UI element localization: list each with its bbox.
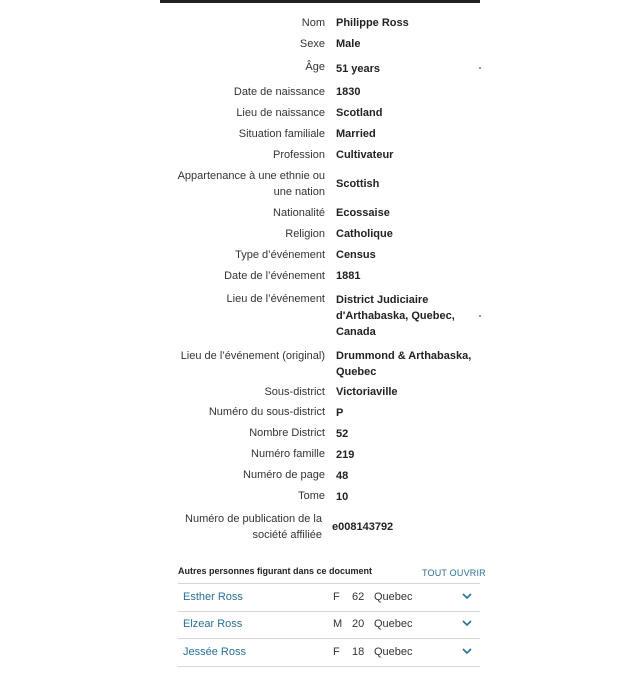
field-value: Ecossaise	[336, 207, 390, 219]
person-sex: M	[333, 618, 343, 630]
field-label: Date de naissance	[233, 86, 325, 98]
field-value: 219	[336, 449, 355, 461]
field-label: Nom	[301, 17, 325, 29]
field-value: 51 years	[336, 63, 381, 75]
field-value: Scottish	[336, 178, 380, 190]
field-value: Philippe Ross	[336, 17, 409, 29]
open-all-link[interactable]: TOUT OUVRIR	[422, 568, 486, 578]
field-label: Profession	[273, 149, 325, 161]
person-name-link[interactable]: Jessée Ross	[183, 646, 246, 658]
field-value: Scotland	[336, 107, 383, 119]
field-label: Tome	[298, 490, 325, 502]
field-value: 10	[336, 491, 349, 503]
person-place: Quebec	[374, 618, 413, 630]
field-label: Lieu de l’événement (original)	[180, 350, 325, 362]
person-age: 18	[352, 646, 365, 658]
field-value: P	[336, 407, 344, 419]
field-value: 1830	[336, 86, 361, 98]
field-value: Male	[336, 38, 361, 50]
field-label: Numéro de page	[243, 469, 325, 481]
field-value: e008143792	[332, 521, 394, 533]
field-value: 52	[336, 428, 349, 440]
field-label: Date de l’événement	[224, 270, 325, 282]
field-label: Numéro de publication de la société affiliée	[185, 513, 322, 541]
person-sex: F	[333, 646, 340, 658]
marker-dot	[479, 315, 481, 317]
field-value: Victoriaville	[336, 386, 398, 398]
field-label: Appartenance à une ethnie ou une nation	[177, 170, 325, 198]
others-section-title: Autres personnes figurant dans ce document	[178, 566, 373, 576]
field-label: Âge	[305, 61, 325, 73]
top-border	[160, 0, 480, 3]
person-row[interactable]	[178, 639, 480, 667]
field-label: Type d’événement	[235, 249, 325, 261]
field-label: Situation familiale	[238, 128, 325, 140]
field-value: 1881	[336, 270, 361, 282]
field-label: Numéro du sous-district	[208, 406, 325, 418]
chevron-down-icon[interactable]	[461, 617, 473, 629]
field-label: Sexe	[299, 38, 325, 50]
person-sex: F	[333, 591, 340, 603]
field-label: Nationalité	[273, 207, 325, 219]
person-place: Quebec	[374, 646, 413, 658]
person-name-link[interactable]: Esther Ross	[183, 591, 243, 603]
person-age: 62	[352, 591, 365, 603]
field-label: Lieu de l’événement	[226, 293, 325, 305]
field-label: Lieu de naissance	[236, 107, 325, 119]
field-label: Sous-district	[264, 386, 325, 398]
field-value: Drummond & Arthabaska, Quebec	[336, 350, 472, 378]
field-value: 48	[336, 470, 349, 482]
marker-dot	[479, 67, 481, 69]
chevron-down-icon[interactable]	[461, 645, 473, 657]
field-value: Married	[336, 128, 376, 140]
person-place: Quebec	[374, 591, 413, 603]
chevron-down-icon[interactable]	[461, 590, 473, 602]
field-label: Religion	[285, 228, 325, 240]
field-value: District Judiciaire d'Arthabaska, Quebec, Canada	[336, 294, 455, 338]
field-label: Nombre District	[249, 427, 325, 439]
field-label: Numéro famille	[251, 448, 325, 460]
field-value: Census	[336, 249, 376, 261]
field-value: Catholique	[336, 228, 393, 240]
field-value: Cultivateur	[336, 149, 394, 161]
person-age: 20	[352, 618, 365, 630]
person-row[interactable]	[178, 611, 480, 639]
person-name-link[interactable]: Elzear Ross	[183, 618, 243, 630]
person-row[interactable]	[178, 583, 480, 612]
